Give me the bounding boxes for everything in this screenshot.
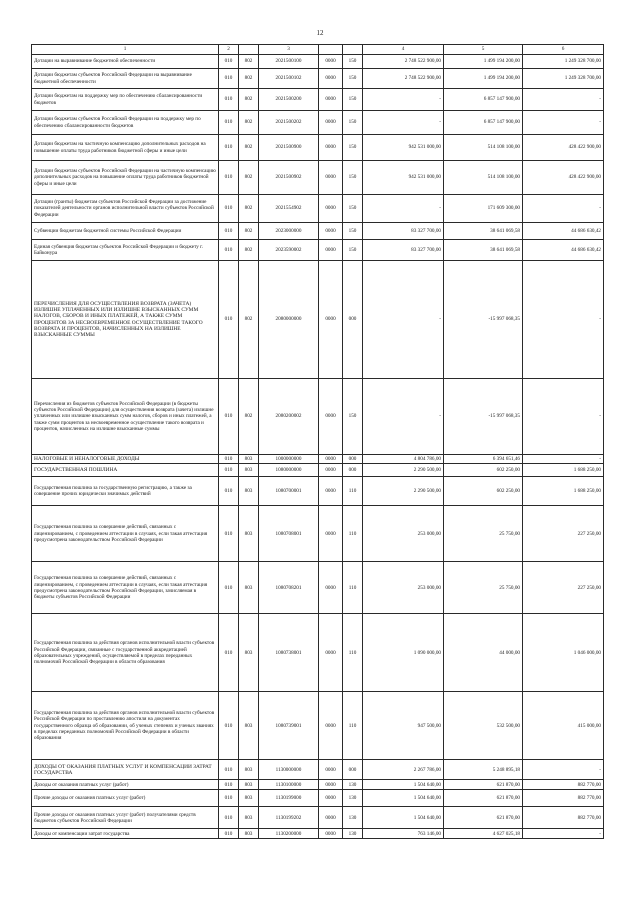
amount-remaining: 415 000,00 <box>523 692 604 760</box>
column-number: 3 <box>259 45 319 55</box>
amount-executed: 621 870,00 <box>444 780 523 790</box>
amount-remaining: 44 686 630,42 <box>523 240 604 261</box>
column-number <box>239 45 259 55</box>
amount-executed: 171 609 300,00 <box>444 195 523 223</box>
group-code: 803 <box>239 614 259 692</box>
amount-planned: 763 146,00 <box>363 829 444 839</box>
row-name: Государственная пошлина за государственную регистрацию, а также за совершение прочих юридически значимых действий <box>32 477 219 506</box>
admin-code: 010 <box>219 379 239 455</box>
row-name: Дотации бюджетам субъектов Российской Федерации на выравнивание бюджетной обеспеченности <box>32 69 219 89</box>
table-row <box>32 261 604 379</box>
admin-code: 010 <box>219 506 239 562</box>
program-code: 0000 <box>319 379 343 455</box>
program-code: 0000 <box>319 111 343 135</box>
amount-planned: - <box>363 379 444 455</box>
row-name: Дотации бюджетам субъектов Российской Федерации на поддержку мер по обеспечению сбалансированности бюджетов <box>32 111 219 135</box>
amount-planned: 2 748 522 900,00 <box>363 69 444 89</box>
income-code: 1130199202 <box>259 807 319 829</box>
program-code: 0000 <box>319 69 343 89</box>
amount-executed: 1 499 194 200,00 <box>444 69 523 89</box>
classifier-code: 150 <box>343 69 363 89</box>
group-code: 802 <box>239 261 259 379</box>
amount-remaining: 882 770,00 <box>523 790 604 807</box>
admin-code: 010 <box>219 692 239 760</box>
admin-code: 010 <box>219 760 239 780</box>
classifier-code: 000 <box>343 261 363 379</box>
admin-code: 010 <box>219 240 239 261</box>
program-code: 0000 <box>319 135 343 161</box>
program-code: 0000 <box>319 562 343 614</box>
admin-code: 010 <box>219 89 239 111</box>
amount-remaining: - <box>523 261 604 379</box>
amount-remaining: - <box>523 379 604 455</box>
classifier-code: 150 <box>343 89 363 111</box>
row-name: Субвенции бюджетам бюджетной системы Российской Федерации <box>32 223 219 240</box>
table-row <box>32 760 604 780</box>
row-name: Государственная пошлина за совершение действий, связанных с лицензированием, с проведением аттестации в случаях, если такая аттестация предусмотрена законодательством Российской Федерации <box>32 506 219 562</box>
program-code: 0000 <box>319 506 343 562</box>
row-name: Прочие доходы от оказания платных услуг (работ) получателями средств бюджетов субъектов Российской Федерации <box>32 807 219 829</box>
classifier-code: 000 <box>343 455 363 464</box>
program-code: 0000 <box>319 455 343 464</box>
row-name: Государственная пошлина за действия органов исполнительной власти субъектов Российской Федерации по проставлению апостиля на документах государственного образца об образовании, об ученых степенях и ученых званиях в пределах переданных полномочий Российской Федерации в области образования <box>32 692 219 760</box>
table-row <box>32 195 604 223</box>
group-code: 802 <box>239 69 259 89</box>
amount-executed: 4 627 025,18 <box>444 829 523 839</box>
program-code: 0000 <box>319 223 343 240</box>
group-code: 803 <box>239 780 259 790</box>
program-code: 0000 <box>319 829 343 839</box>
table-row <box>32 562 604 614</box>
amount-remaining: - <box>523 455 604 464</box>
group-code: 803 <box>239 455 259 464</box>
row-name: ГОСУДАРСТВЕННАЯ ПОШЛИНА <box>32 464 219 477</box>
classifier-code: 110 <box>343 614 363 692</box>
row-name: Государственная пошлина за действия органов исполнительной власти субъектов Российской Федерации, связанные с государственной аккредитацией образовательных учреждений, осуществляемой в пределах переданных полномочий Российской Федерации в области образования <box>32 614 219 692</box>
group-code: 803 <box>239 506 259 562</box>
amount-planned: 1 504 640,00 <box>363 807 444 829</box>
group-code: 802 <box>239 55 259 69</box>
income-code: 1130199000 <box>259 790 319 807</box>
income-code: 2023000000 <box>259 223 319 240</box>
amount-planned: 2 290 500,00 <box>363 464 444 477</box>
program-code: 0000 <box>319 261 343 379</box>
column-number: 6 <box>523 45 604 55</box>
group-code: 803 <box>239 692 259 760</box>
classifier-code: 150 <box>343 223 363 240</box>
amount-executed: 6 857 147 900,00 <box>444 111 523 135</box>
group-code: 803 <box>239 562 259 614</box>
group-code: 803 <box>239 464 259 477</box>
amount-planned: 1 504 640,00 <box>363 780 444 790</box>
income-code: 2021500902 <box>259 161 319 195</box>
admin-code: 010 <box>219 135 239 161</box>
amount-planned: - <box>363 111 444 135</box>
admin-code: 010 <box>219 161 239 195</box>
program-code: 0000 <box>319 780 343 790</box>
amount-remaining: 428 422 900,00 <box>523 135 604 161</box>
income-code: 2023590002 <box>259 240 319 261</box>
row-name: Дотации бюджетам на поддержку мер по обеспечению сбалансированности бюджетов <box>32 89 219 111</box>
group-code: 802 <box>239 161 259 195</box>
group-code: 802 <box>239 195 259 223</box>
income-code: 1130200000 <box>259 829 319 839</box>
classifier-code: 150 <box>343 55 363 69</box>
program-code: 0000 <box>319 161 343 195</box>
admin-code: 010 <box>219 195 239 223</box>
income-code: 2080200002 <box>259 379 319 455</box>
amount-executed: 1 499 194 200,00 <box>444 55 523 69</box>
amount-planned: 947 500,00 <box>363 692 444 760</box>
classifier-code: 000 <box>343 464 363 477</box>
group-code: 802 <box>239 111 259 135</box>
program-code: 0000 <box>319 89 343 111</box>
amount-remaining: 227 250,00 <box>523 506 604 562</box>
amount-executed: 25 750,00 <box>444 506 523 562</box>
amount-planned: 942 531 000,00 <box>363 135 444 161</box>
income-code: 1080700001 <box>259 477 319 506</box>
row-name: Доходы от оказания платных услуг (работ) <box>32 780 219 790</box>
classifier-code: 130 <box>343 829 363 839</box>
income-code: 1080708001 <box>259 506 319 562</box>
program-code: 0000 <box>319 614 343 692</box>
table-row <box>32 89 604 111</box>
amount-planned: 83 327 700,00 <box>363 223 444 240</box>
amount-remaining: 1 688 250,00 <box>523 477 604 506</box>
admin-code: 010 <box>219 111 239 135</box>
classifier-code: 110 <box>343 477 363 506</box>
admin-code: 010 <box>219 614 239 692</box>
program-code: 0000 <box>319 477 343 506</box>
group-code: 802 <box>239 379 259 455</box>
amount-executed: 621 870,00 <box>444 790 523 807</box>
amount-remaining: 227 250,00 <box>523 562 604 614</box>
amount-executed: -15 997 068,35 <box>444 261 523 379</box>
row-name: Дотации (гранты) бюджетам субъектов Российской Федерации за достижение показателей деятельности органов исполнительной власти субъектов Российской Федерации <box>32 195 219 223</box>
amount-remaining: 1 249 328 700,00 <box>523 55 604 69</box>
table-row <box>32 223 604 240</box>
income-code: 2021500202 <box>259 111 319 135</box>
amount-executed: 25 750,00 <box>444 562 523 614</box>
program-code: 0000 <box>319 195 343 223</box>
group-code: 803 <box>239 807 259 829</box>
admin-code: 010 <box>219 807 239 829</box>
admin-code: 010 <box>219 223 239 240</box>
amount-remaining: - <box>523 829 604 839</box>
row-name: Дотации бюджетам субъектов Российской Федерации на частичную компенсацию дополнительных расходов на повышение оплаты труда работников бюджетной сферы и иные цели <box>32 161 219 195</box>
income-code: 1080739001 <box>259 692 319 760</box>
row-name: ДОХОДЫ ОТ ОКАЗАНИЯ ПЛАТНЫХ УСЛУГ И КОМПЕНСАЦИИ ЗАТРАТ ГОСУДАРСТВА <box>32 760 219 780</box>
income-code: 2021500102 <box>259 69 319 89</box>
amount-executed: 6 857 147 900,00 <box>444 89 523 111</box>
row-name: НАЛОГОВЫЕ И НЕНАЛОГОВЫЕ ДОХОДЫ <box>32 455 219 464</box>
income-code: 2080000000 <box>259 261 319 379</box>
program-code: 0000 <box>319 760 343 780</box>
income-code: 1080738001 <box>259 614 319 692</box>
amount-remaining: 428 422 900,00 <box>523 161 604 195</box>
amount-executed: 532 500,00 <box>444 692 523 760</box>
column-number: 1 <box>32 45 219 55</box>
group-code: 803 <box>239 790 259 807</box>
amount-remaining: 44 686 630,42 <box>523 223 604 240</box>
amount-executed: -15 997 068,35 <box>444 379 523 455</box>
table-row <box>32 161 604 195</box>
amount-planned: - <box>363 89 444 111</box>
group-code: 802 <box>239 89 259 111</box>
income-code: 1000000000 <box>259 455 319 464</box>
program-code: 0000 <box>319 55 343 69</box>
column-number: 2 <box>219 45 239 55</box>
income-code: 2021500200 <box>259 89 319 111</box>
amount-planned: 1 090 000,00 <box>363 614 444 692</box>
program-code: 0000 <box>319 692 343 760</box>
amount-remaining: - <box>523 111 604 135</box>
classifier-code: 130 <box>343 790 363 807</box>
row-name: Государственная пошлина за совершение действий, связанных с лицензированием, с проведением аттестации в случаях, если такая аттестация предусмотрена законодательством Российской Федерации, зачисляемая в бюджеты субъектов Российской Федерации <box>32 562 219 614</box>
amount-executed: 602 250,00 <box>444 464 523 477</box>
income-code: 1130100000 <box>259 780 319 790</box>
amount-executed: 38 641 069,58 <box>444 223 523 240</box>
program-code: 0000 <box>319 807 343 829</box>
admin-code: 010 <box>219 69 239 89</box>
admin-code: 010 <box>219 790 239 807</box>
classifier-code: 110 <box>343 692 363 760</box>
amount-remaining: 1 046 000,00 <box>523 614 604 692</box>
column-number: 4 <box>363 45 444 55</box>
classifier-code: 110 <box>343 562 363 614</box>
amount-executed: 602 250,00 <box>444 477 523 506</box>
amount-executed: 44 000,00 <box>444 614 523 692</box>
program-code: 0000 <box>319 790 343 807</box>
amount-remaining: 882 770,00 <box>523 807 604 829</box>
amount-remaining: 1 688 250,00 <box>523 464 604 477</box>
amount-remaining: - <box>523 89 604 111</box>
amount-remaining: 882 770,00 <box>523 780 604 790</box>
row-name: Доходы от компенсации затрат государства <box>32 829 219 839</box>
amount-executed: 514 108 100,00 <box>444 161 523 195</box>
amount-planned: 83 327 700,00 <box>363 240 444 261</box>
column-number <box>343 45 363 55</box>
admin-code: 010 <box>219 562 239 614</box>
group-code: 803 <box>239 760 259 780</box>
income-code: 1080000000 <box>259 464 319 477</box>
column-number <box>319 45 343 55</box>
admin-code: 010 <box>219 829 239 839</box>
table-row <box>32 506 604 562</box>
budget-table <box>31 44 604 839</box>
income-code: 2021500100 <box>259 55 319 69</box>
table-row <box>32 111 604 135</box>
group-code: 802 <box>239 135 259 161</box>
amount-planned: 942 531 000,00 <box>363 161 444 195</box>
amount-planned: 1 504 640,00 <box>363 790 444 807</box>
table-row <box>32 240 604 261</box>
amount-executed: 5 248 895,18 <box>444 760 523 780</box>
table-row <box>32 379 604 455</box>
admin-code: 010 <box>219 464 239 477</box>
table-row <box>32 807 604 829</box>
amount-planned: 2 267 786,00 <box>363 760 444 780</box>
program-code: 0000 <box>319 240 343 261</box>
table-row <box>32 692 604 760</box>
amount-executed: 38 641 069,58 <box>444 240 523 261</box>
row-name: Прочие доходы от оказания платных услуг (работ) <box>32 790 219 807</box>
amount-remaining: - <box>523 760 604 780</box>
classifier-code: 150 <box>343 195 363 223</box>
table-row <box>32 69 604 89</box>
row-name: Дотации на выравнивание бюджетной обеспеченности <box>32 55 219 69</box>
group-code: 803 <box>239 477 259 506</box>
table-body <box>32 45 604 839</box>
row-name: Перечисления из бюджетов субъектов Российской Федерации (в бюджеты субъектов Российской Федерации) для осуществления возврата (зачета) излишне уплаченных или излишне взысканных сумм налогов, сборов и иных платежей, а также сумм процентов за несвоевременное осуществление такого возврата и процентов, начисленных на излишне взысканные суммы <box>32 379 219 455</box>
group-code: 803 <box>239 829 259 839</box>
admin-code: 010 <box>219 55 239 69</box>
classifier-code: 130 <box>343 780 363 790</box>
group-code: 802 <box>239 223 259 240</box>
classifier-code: 150 <box>343 135 363 161</box>
admin-code: 010 <box>219 261 239 379</box>
table-row <box>32 135 604 161</box>
amount-planned: 253 000,00 <box>363 562 444 614</box>
table-row <box>32 614 604 692</box>
table-row <box>32 790 604 807</box>
income-code: 2021554902 <box>259 195 319 223</box>
amount-planned: 4 804 786,00 <box>363 455 444 464</box>
classifier-code: 150 <box>343 161 363 195</box>
classifier-code: 150 <box>343 379 363 455</box>
admin-code: 010 <box>219 477 239 506</box>
amount-executed: 6 394 651,46 <box>444 455 523 464</box>
row-name: Дотации бюджетам на частичную компенсацию дополнительных расходов на повышение оплаты труда работников бюджетной сферы и иные цели <box>32 135 219 161</box>
page-number: 12 <box>316 29 324 37</box>
column-number: 5 <box>444 45 523 55</box>
income-code: 2021500900 <box>259 135 319 161</box>
amount-remaining: - <box>523 195 604 223</box>
classifier-code: 150 <box>343 240 363 261</box>
amount-planned: 2 290 500,00 <box>363 477 444 506</box>
table-row <box>32 477 604 506</box>
classifier-code: 000 <box>343 760 363 780</box>
amount-planned: - <box>363 261 444 379</box>
classifier-code: 150 <box>343 111 363 135</box>
amount-remaining: 1 249 328 700,00 <box>523 69 604 89</box>
classifier-code: 130 <box>343 807 363 829</box>
amount-executed: 514 108 100,00 <box>444 135 523 161</box>
amount-planned: - <box>363 195 444 223</box>
admin-code: 010 <box>219 780 239 790</box>
table-row <box>32 464 604 477</box>
classifier-code: 110 <box>343 506 363 562</box>
group-code: 802 <box>239 240 259 261</box>
row-name: Единая субвенция бюджетам субъектов Российской Федерации и бюджету г. Байконура <box>32 240 219 261</box>
income-code: 1080708201 <box>259 562 319 614</box>
program-code: 0000 <box>319 464 343 477</box>
table-row <box>32 780 604 790</box>
amount-planned: 2 748 522 900,00 <box>363 55 444 69</box>
table-row <box>32 455 604 464</box>
amount-executed: 621 870,00 <box>444 807 523 829</box>
table-row <box>32 829 604 839</box>
row-name: ПЕРЕЧИСЛЕНИЯ ДЛЯ ОСУЩЕСТВЛЕНИЯ ВОЗВРАТА (ЗАЧЕТА) ИЗЛИШНЕ УПЛАЧЕННЫХ ИЛИ ИЗЛИШНЕ ВЗЫСКАННЫХ СУММ НАЛОГОВ, СБОРОВ И ИНЫХ ПЛАТЕЖЕЙ, А ТАКЖЕ СУММ ПРОЦЕНТОВ ЗА НЕСВОЕВРЕМЕННОЕ ОСУЩЕСТВЛЕНИЕ ТАКОГО ВОЗВРАТА И ПРОЦЕНТОВ, НАЧИСЛЕННЫХ НА ИЗЛИШНЕ ВЗЫСКАННЫЕ СУММЫ <box>32 261 219 379</box>
table-row <box>32 55 604 69</box>
income-code: 1130000000 <box>259 760 319 780</box>
amount-planned: 253 000,00 <box>363 506 444 562</box>
admin-code: 010 <box>219 455 239 464</box>
column-number-row <box>32 45 604 55</box>
